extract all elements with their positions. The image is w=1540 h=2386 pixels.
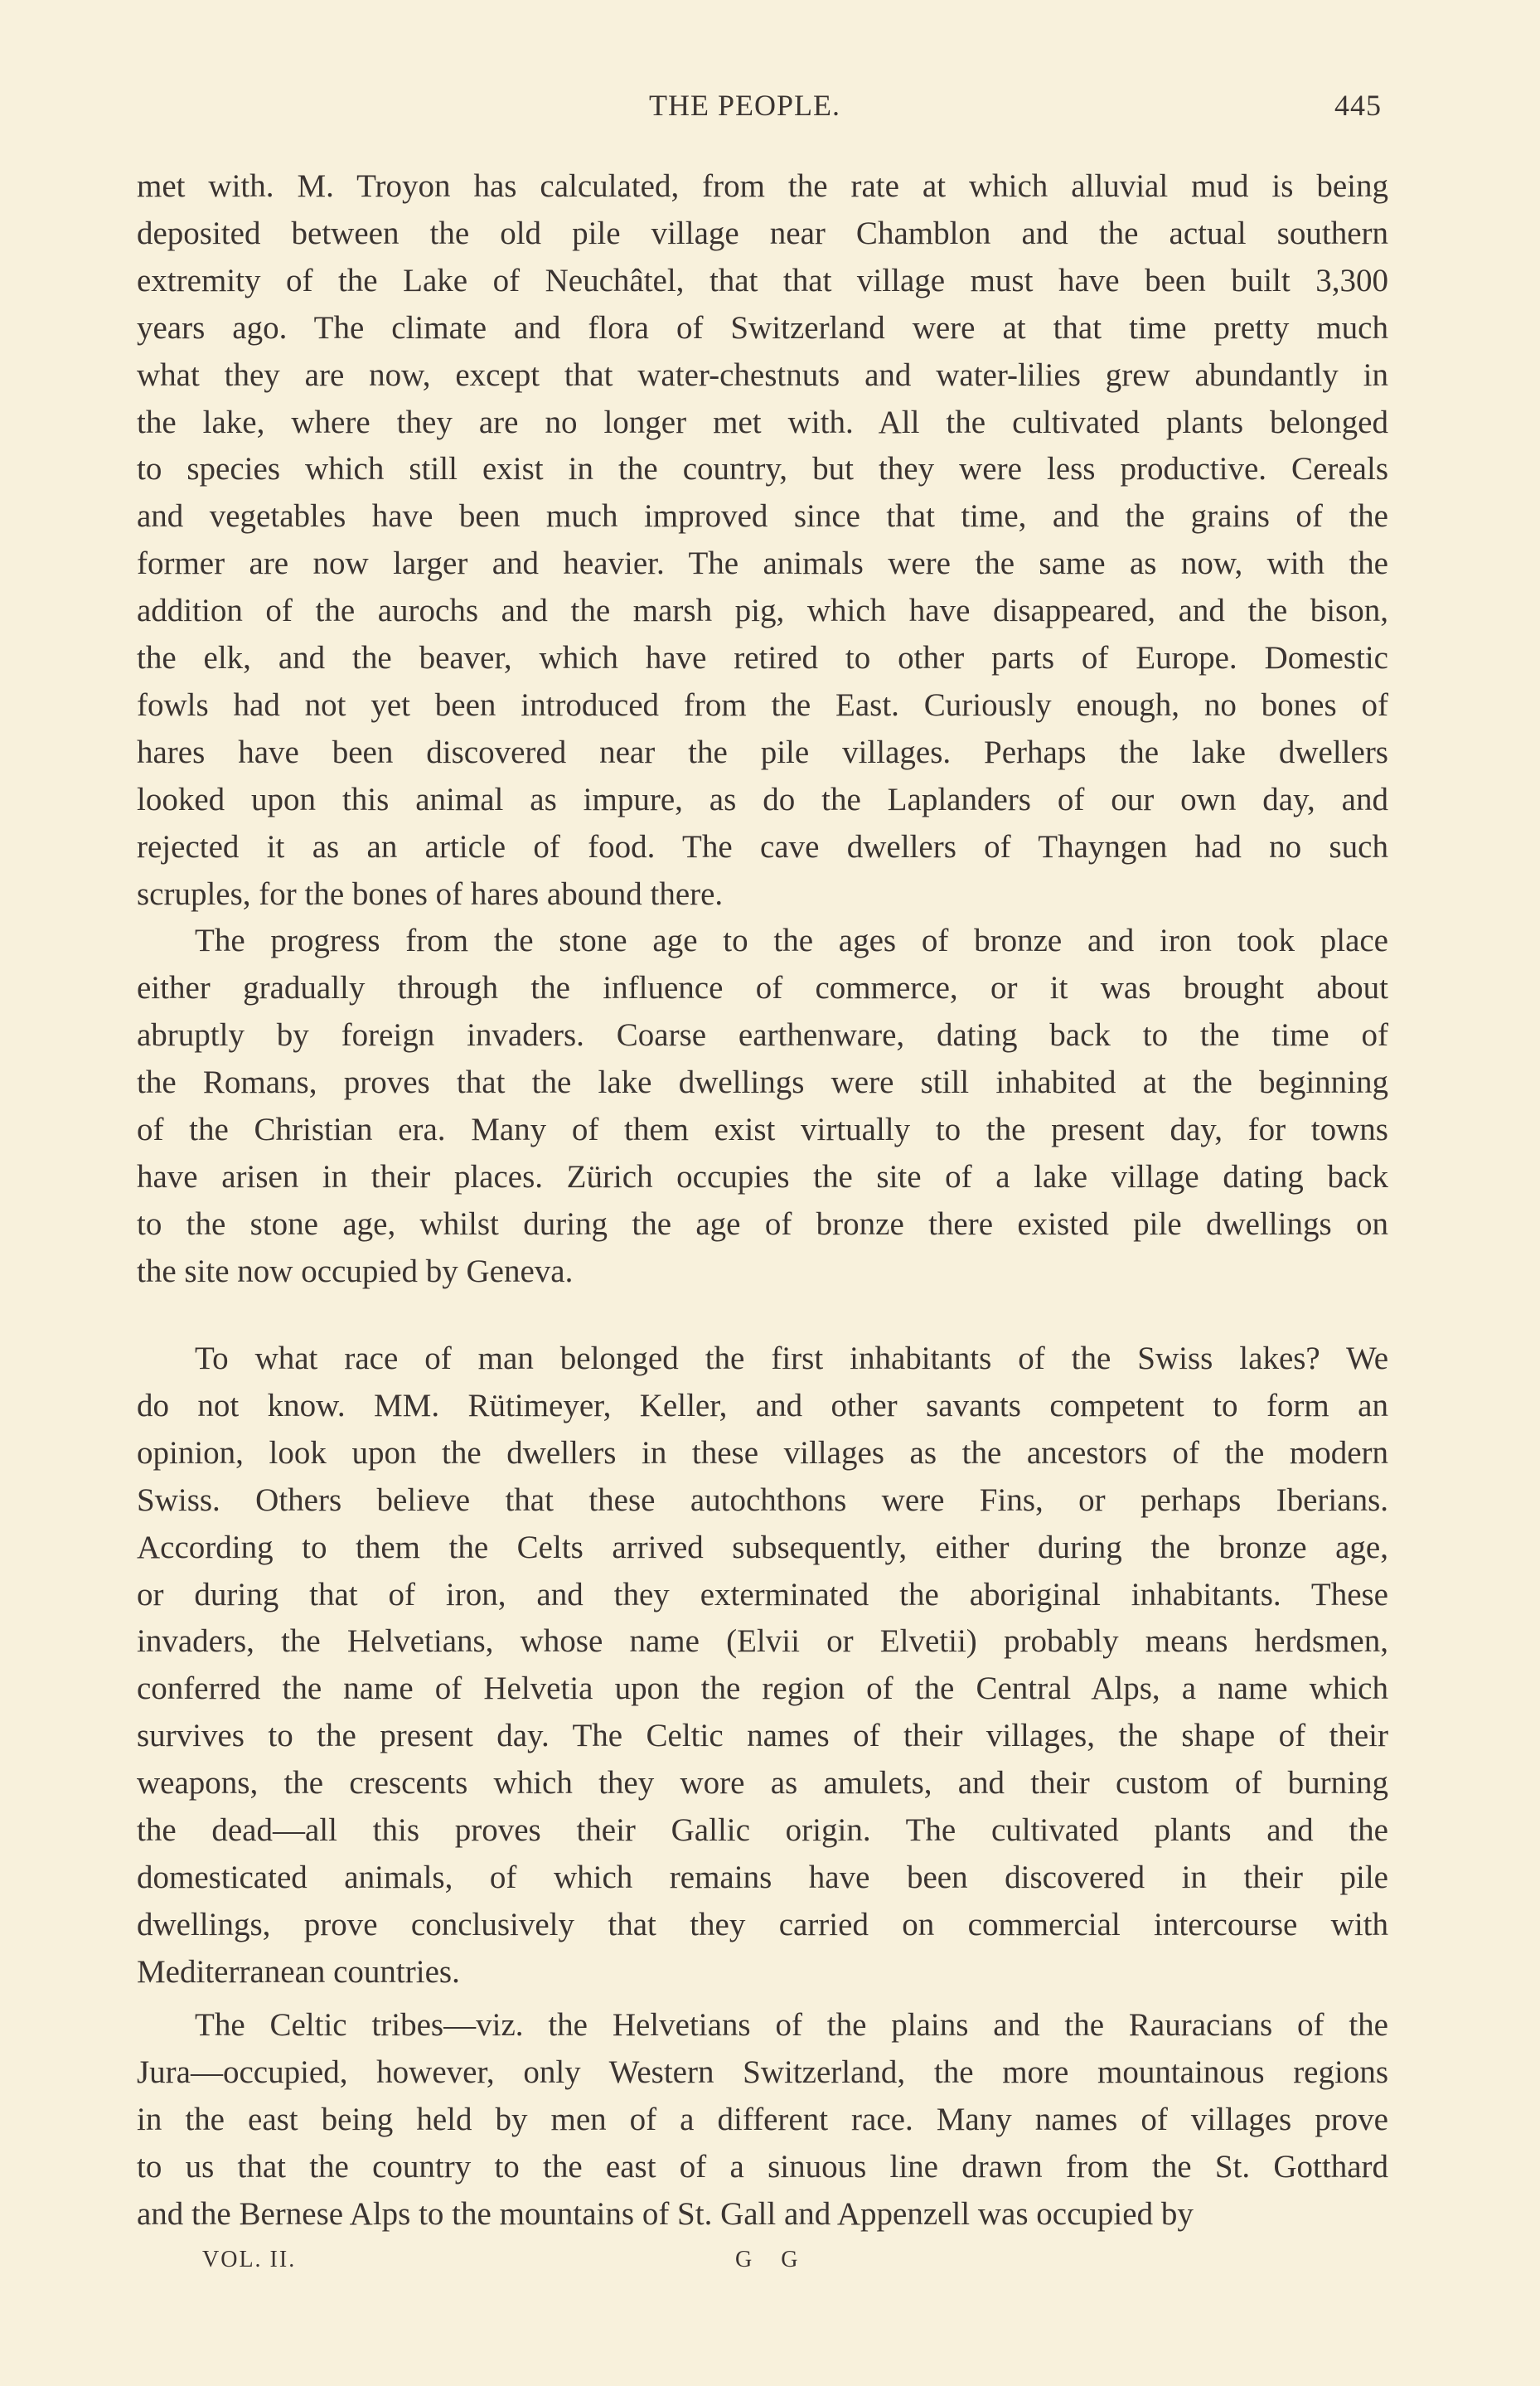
text-line: addition of the aurochs and the marsh pig, which have disappeared, and the bison, (137, 593, 1388, 629)
text-line: in the east being held by men of a different race. Many names of villages prove (137, 2101, 1388, 2137)
text-line: rejected it as an article of food. The cave dwellers of Thayngen had no such (137, 828, 1388, 865)
text-line: the site now occupied by Geneva. (137, 1253, 574, 1289)
text-line: the Romans, proves that the lake dwellings were still inhabited at the beginning (137, 1064, 1388, 1101)
volume-label: VOL. II. (202, 2247, 297, 2272)
text-line: do not know. MM. Rütimeyer, Keller, and other savants competent to form an (137, 1387, 1388, 1423)
text-line: to us that the country to the east of a sinuous line drawn from the St. Gotthard (137, 2148, 1388, 2185)
text-line: survives to the present day. The Celtic names of their villages, the shape of their (137, 1718, 1388, 1754)
text-line: of the Christian era. Many of them exist virtually to the present day, for towns (137, 1112, 1388, 1147)
signature-mark: G G (735, 2247, 810, 2272)
text-line: the lake, where they are no longer met with. All the cultivated plants belonged (137, 404, 1388, 440)
text-line: and vegetables have been much improved since that time, and the grains of the (137, 498, 1388, 535)
text-line: scruples, for the bones of hares abound there. (137, 875, 724, 912)
running-head: THE PEOPLE. (649, 89, 840, 122)
text-line: According to them the Celts arrived subsequently, either during the bronze age, (137, 1529, 1388, 1565)
text-line: and the Bernese Alps to the mountains of St. Gall and Appenzell was occupied by (137, 2195, 1194, 2232)
text-line: former are now larger and heavier. The animals were the same as now, with the (137, 546, 1388, 582)
text-line: The progress from the stone age to the ages of bronze and iron took place (195, 923, 1388, 959)
page-number: 445 (1334, 89, 1382, 122)
text-line: abruptly by foreign invaders. Coarse earthenware, dating back to the time of (137, 1017, 1388, 1054)
text-line: fowls had not yet been introduced from the East. Curiously enough, no bones of (137, 686, 1388, 723)
text-line: to species which still exist in the country, but they were less productive. Cereals (137, 451, 1388, 487)
text-line: what they are now, except that water-chestnuts and water-lilies grew abundantly in (137, 356, 1388, 393)
text-line: The Celtic tribes—viz. the Helvetians of the plains and the Rauracians of the (195, 2007, 1388, 2043)
text-line: have arisen in their places. Zürich occupies the site of a lake village dating back (137, 1158, 1388, 1195)
text-line: deposited between the old pile village near Chamblon and the actual southern (137, 215, 1388, 251)
text-line: dwellings, prove conclusively that they carried on commercial intercourse with (137, 1906, 1388, 1942)
text-line: to the stone age, whilst during the age of bronze there existed pile dwellings on (137, 1205, 1388, 1242)
text-line: met with. M. Troyon has calculated, from the rate at which alluvial mud is being (137, 168, 1388, 204)
text-line: looked upon this animal as impure, as do the Laplanders of our own day, and (137, 781, 1388, 817)
text-line: weapons, the crescents which they wore as amulets, and their custom of burning (137, 1765, 1388, 1802)
text-line: Swiss. Others believe that these autochthons were Fins, or perhaps Iberians. (137, 1482, 1388, 1518)
text-line: Jura—occupied, however, only Western Switzerland, the more mountainous regions (137, 2054, 1388, 2090)
text-line: opinion, look upon the dwellers in these villages as the ancestors of the modern (137, 1434, 1388, 1471)
text-line: either gradually through the influence of commerce, or it was brought about (137, 970, 1388, 1006)
text-line: the elk, and the beaver, which have retired to other parts of Europe. Domestic (137, 640, 1388, 676)
text-line: domesticated animals, of which remains have been discovered in their pile (137, 1859, 1388, 1895)
text-line: extremity of the Lake of Neuchâtel, that that village must have been built 3,300 (137, 262, 1388, 298)
text-line: conferred the name of Helvetia upon the region of the Central Alps, a name which (137, 1671, 1388, 1707)
text-line: Mediterranean countries. (137, 1953, 460, 1990)
text-line: To what race of man belonged the first inhabitants of the Swiss lakes? We (195, 1341, 1388, 1376)
text-line: invaders, the Helvetians, whose name (Elvii or Elvetii) probably means herdsmen, (137, 1623, 1388, 1660)
text-line: years ago. The climate and flora of Switzerland were at that time pretty much (137, 309, 1388, 346)
text-line: or during that of iron, and they exterminated the aboriginal inhabitants. These (137, 1576, 1388, 1612)
text-line: hares have been discovered near the pile villages. Perhaps the lake dwellers (137, 734, 1388, 770)
text-line: the dead—all this proves their Gallic origin. The cultivated plants and the (137, 1812, 1388, 1848)
